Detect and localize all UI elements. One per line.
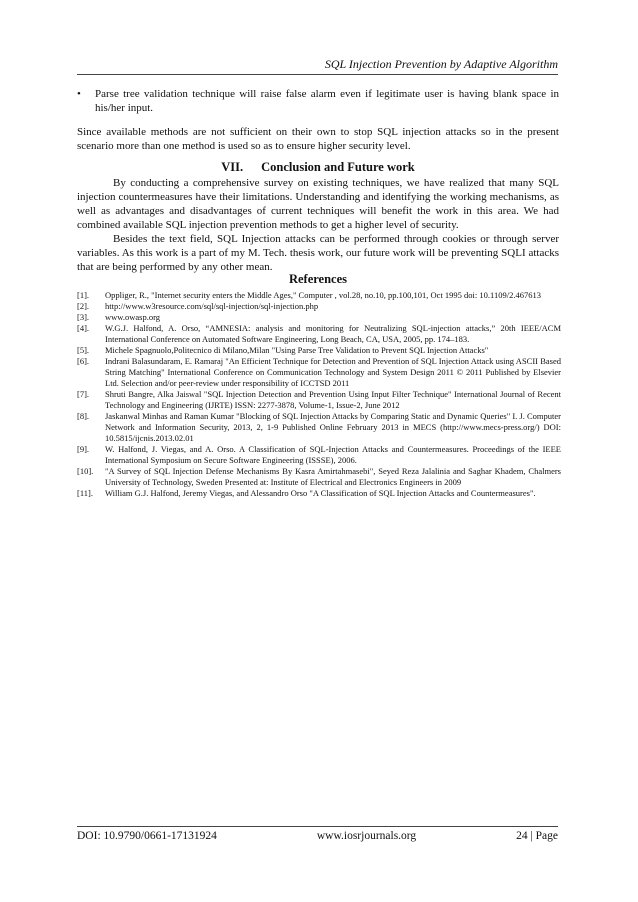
section-number: VII. bbox=[221, 160, 244, 174]
running-header bbox=[77, 57, 558, 75]
reference-number: [5]. bbox=[77, 345, 90, 355]
bullet-text: Parse tree validation technique will raise false alarm even if legitimate user is having blank space in his/her input. bbox=[95, 88, 559, 114]
reference-number: [6]. bbox=[77, 356, 90, 366]
reference-text: Indrani Balasundaram, E. Ramaraj "An Efficient Technique for Detection and Prevention of SQL Injection Attack using ASCII Based String Matching" International Conference on Communication Technology and System Design 2011 © 2011 Published by Elsevier Ltd. Selection and/or peer-review under responsibility of ICCTSD 2011 bbox=[105, 356, 561, 388]
section-heading bbox=[77, 160, 559, 174]
reference-text: www.owasp.org bbox=[105, 312, 161, 322]
reference-text: W. Halfond, J. Viegas, and A. Orso. A Classification of SQL-Injection Attacks and Countermeasures. Proceedings of the IEEE International Symposium on Secure Software Engineering (ISSSE), 2006. bbox=[105, 444, 561, 465]
footer-page-number: 24 | Page bbox=[516, 830, 558, 842]
reference-number: [1]. bbox=[77, 290, 90, 300]
reference-number: [9]. bbox=[77, 444, 90, 454]
reference-item bbox=[77, 290, 561, 301]
reference-text: Oppliger, R., "Internet security enters the Middle Ages," Computer , vol.28, no.10, pp.100,101, Oct 1995 doi: 10.1109/2.467613 bbox=[105, 290, 541, 300]
reference-item bbox=[77, 466, 561, 488]
reference-number: [10]. bbox=[77, 466, 94, 476]
reference-item bbox=[77, 389, 561, 411]
reference-item bbox=[77, 301, 561, 312]
reference-number: [2]. bbox=[77, 301, 90, 311]
reference-number: [11]. bbox=[77, 488, 93, 498]
reference-text: Shruti Bangre, Alka Jaiswal "SQL Injection Detection and Prevention Using Input Filter Technique" International Journal of Recent Technology and Engineering (IJRTE) ISSN: 2277-3878, Volume-1, Issue-2, June 2012 bbox=[105, 389, 561, 410]
references-heading: References bbox=[288, 272, 348, 286]
reference-text: Michele Spagnuolo,Politecnico di Milano,Milan "Using Parse Tree Validation to Prevent SQL Injection Attacks" bbox=[105, 345, 489, 355]
intro-paragraph: Since available methods are not sufficient on their own to stop SQL injection attacks so in the present scenario more than one method is used so as to ensure higher security level. bbox=[77, 126, 559, 152]
footer-site: www.iosrjournals.org bbox=[316, 830, 417, 842]
reference-text: Jaskanwal Minhas and Raman Kumar "Blocking of SQL Injection Attacks by Comparing Static and Dynamic Queries" I. J. Computer Network and Information Security, 2013, 2, 1-9 Published Online February 2013 in MECS (http://www.mecs-press.org/) DOI: 10.5815/ijcnis.2013.02.01 bbox=[105, 411, 561, 443]
reference-item bbox=[77, 444, 561, 466]
reference-text: http://www.w3resource.com/sql/sql-injection/sql-injection.php bbox=[105, 301, 319, 311]
reference-number: [8]. bbox=[77, 411, 90, 421]
reference-number: [3]. bbox=[77, 312, 90, 322]
bullet-mark: • bbox=[77, 88, 81, 100]
reference-item bbox=[77, 323, 561, 345]
reference-item bbox=[77, 312, 561, 323]
reference-item bbox=[77, 411, 561, 444]
footer-doi: DOI: 10.9790/0661-17131924 bbox=[77, 830, 217, 842]
reference-item bbox=[77, 356, 561, 389]
references-list bbox=[77, 290, 561, 499]
reference-text: "A Survey of SQL Injection Defense Mechanisms By Kasra Amirtahmasebi", Seyed Reza Jalalinia and Saghar Khadem, Chalmers University of Technology, Sweden Presented at: Institute of Electrical and Electronics Engineers in 2009 bbox=[105, 466, 561, 487]
conclusion-paragraph-2: Besides the text field, SQL Injection attacks can be performed through cookies or through server variables. As this work is a part of my M. Tech. thesis work, our future work will be preventing SQLI attacks that are being performed by any other mean. bbox=[77, 233, 559, 273]
reference-number: [4]. bbox=[77, 323, 90, 333]
section-title: Conclusion and Future work bbox=[261, 160, 415, 174]
reference-number: [7]. bbox=[77, 389, 90, 399]
reference-text: William G.J. Halfond, Jeremy Viegas, and Alessandro Orso "A Classification of SQL Injection Attacks and Countermeasures". bbox=[105, 488, 536, 498]
page-footer bbox=[77, 826, 558, 842]
conclusion-paragraph-1: By conducting a comprehensive survey on existing techniques, we have realized that many SQL injection countermeasures have their limitations. Understanding and identifying the working mechanisms, as well as advantages and disadvantages of current techniques will benefit the work in this area. We had combined available SQL injection prevention methods to get a higher level of security. bbox=[77, 177, 559, 231]
reference-item bbox=[77, 488, 561, 499]
reference-text: W.G.J. Halfond, A. Orso, “AMNESIA: analysis and monitoring for Neutralizing SQL-injection attacks,” 20th IEEE/ACM International Conference on Automated Software Engineering, Long Beach, CA, USA, 2005, pp. 174–183. bbox=[105, 323, 561, 344]
bullet-item bbox=[77, 87, 559, 115]
reference-item bbox=[77, 345, 561, 356]
running-title: SQL Injection Prevention by Adaptive Algorithm bbox=[324, 57, 558, 71]
